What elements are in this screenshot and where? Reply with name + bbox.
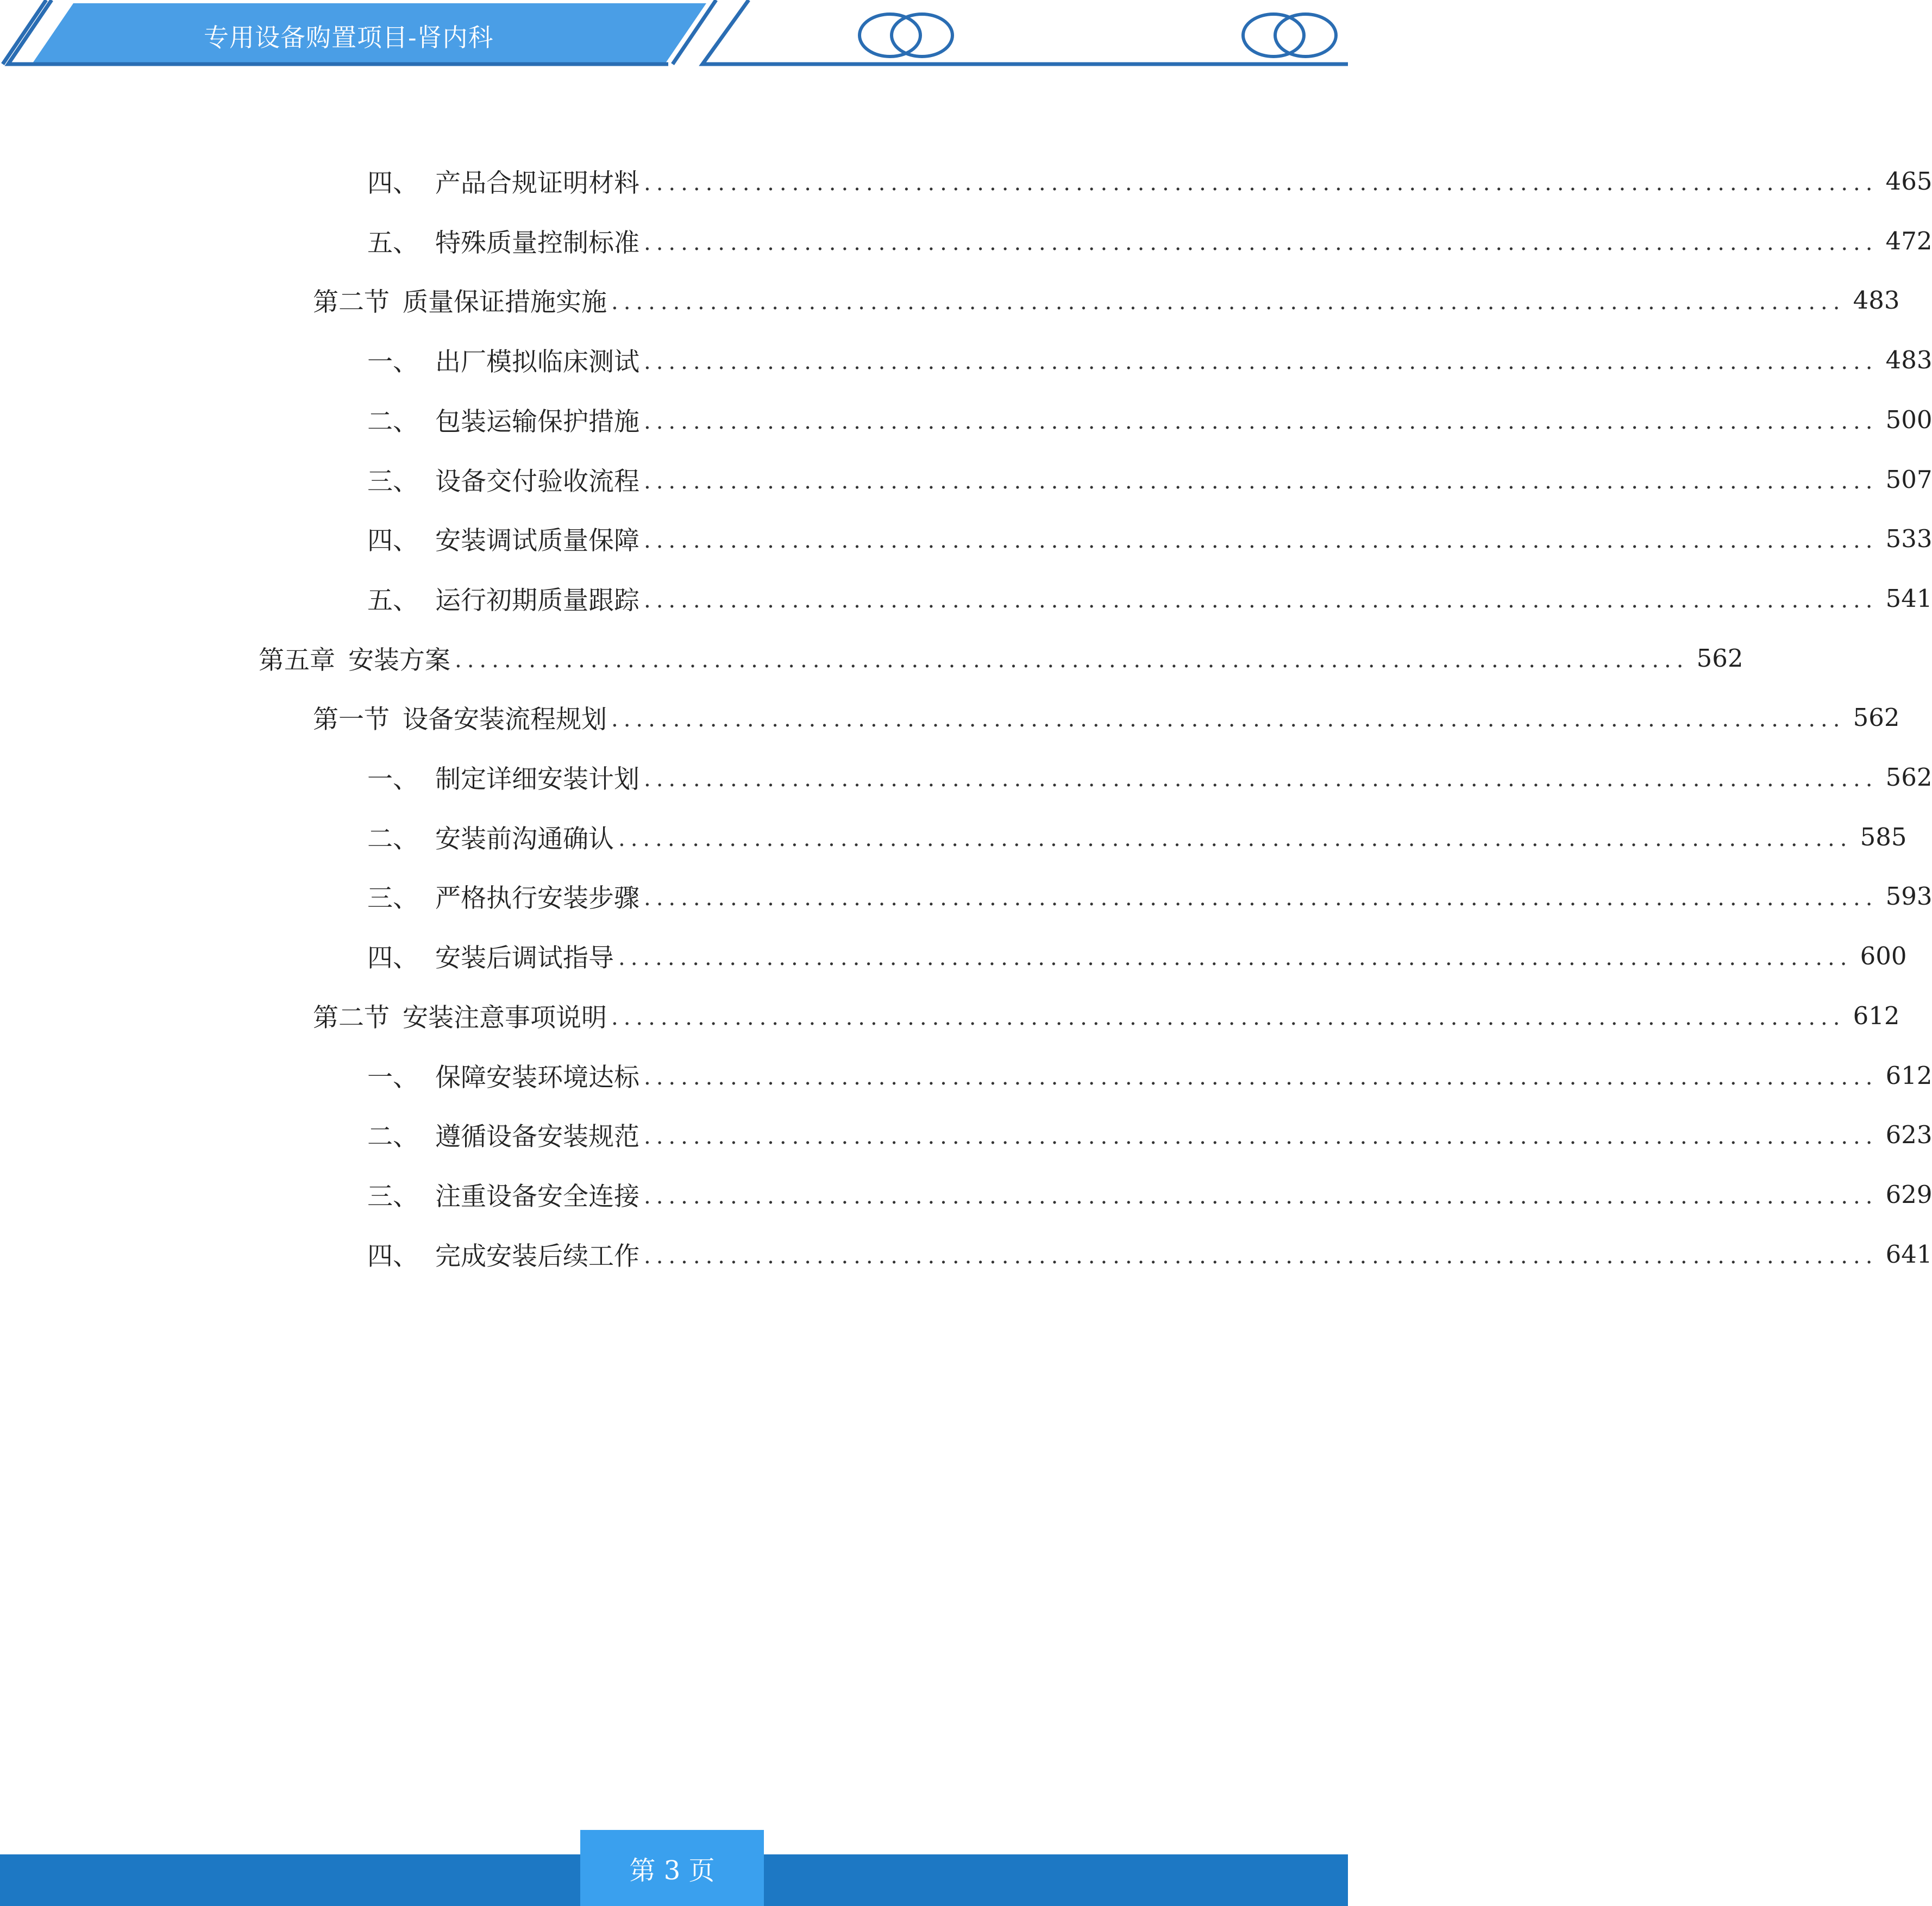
- toc-entry[interactable]: [367, 866, 1932, 926]
- toc-entry-number: 三、: [367, 1181, 418, 1212]
- toc-leader-dots: ....................................................................................................: [644, 528, 1878, 553]
- toc-entry-number: 一、: [367, 764, 418, 794]
- toc-entry-label: [313, 282, 607, 318]
- toc-entry-title: 遵循设备安装规范: [435, 1121, 639, 1152]
- toc-entry-number: 第二节: [313, 287, 390, 317]
- toc-entry[interactable]: [367, 330, 1932, 390]
- toc-entry-number: 一、: [367, 1062, 418, 1093]
- toc-entry-number: 四、: [367, 943, 418, 973]
- toc-entry-label: [367, 819, 614, 855]
- toc-entry-page: 483: [1885, 345, 1932, 374]
- toc-entry-title: 质量保证措施实施: [403, 287, 607, 317]
- header-title: 专用设备购置项目-肾内科: [204, 23, 494, 52]
- toc-entry[interactable]: [367, 1045, 1932, 1105]
- toc-entry[interactable]: [367, 1164, 1932, 1224]
- toc-entry[interactable]: [367, 390, 1932, 449]
- toc-entry-page: 593: [1885, 881, 1932, 911]
- toc-leader-dots: ....................................................................................................: [611, 707, 1846, 732]
- toc-entry-label: [259, 640, 450, 676]
- toc-leader-dots: ....................................................................................................: [644, 1184, 1878, 1209]
- toc-leader-dots: ....................................................................................................: [618, 945, 1853, 970]
- toc-entry-number: 第五章: [259, 645, 335, 675]
- toc-entry-number: 一、: [367, 347, 418, 377]
- toc-entry[interactable]: [313, 687, 1900, 747]
- toc-entry[interactable]: [367, 926, 1907, 986]
- toc-entry-label: [367, 1117, 639, 1153]
- toc-entry-page: 600: [1860, 941, 1907, 970]
- toc-entry-number: 第二节: [313, 1002, 390, 1033]
- toc-entry-label: [367, 461, 639, 498]
- toc-entry-page: 472: [1885, 226, 1932, 255]
- toc-entry-page: 612: [1885, 1061, 1932, 1090]
- toc-entry-page: 623: [1885, 1120, 1932, 1149]
- toc-entry-title: 特殊质量控制标准: [435, 228, 639, 258]
- toc-entry-number: 四、: [367, 525, 418, 556]
- toc-entry-page: 562: [1696, 643, 1743, 673]
- toc-entry[interactable]: [367, 151, 1932, 211]
- toc-entry-number: 五、: [367, 585, 418, 616]
- toc-leader-dots: ....................................................................................................: [644, 469, 1878, 494]
- toc-entry-label: [367, 521, 639, 557]
- toc-entry-number: 二、: [367, 406, 418, 437]
- toc-entry-page: 562: [1853, 703, 1900, 732]
- toc-entry-label: [367, 1236, 639, 1272]
- toc-entry-page: 465: [1885, 166, 1932, 196]
- toc-entry[interactable]: [367, 211, 1932, 271]
- toc-entry-title: 完成安装后续工作: [435, 1241, 639, 1271]
- toc-entry-title: 出厂模拟临床测试: [435, 347, 639, 377]
- toc-entry-page: 629: [1885, 1180, 1932, 1209]
- toc-entry-number: 五、: [367, 228, 418, 258]
- toc-entry-page: 533: [1885, 524, 1932, 553]
- toc-entry[interactable]: [259, 628, 1743, 688]
- toc-entry-title: 安装方案: [348, 645, 450, 675]
- toc-leader-dots: ....................................................................................................: [611, 1005, 1846, 1030]
- toc-entry-label: [367, 342, 639, 378]
- toc-entry-label: [367, 580, 639, 617]
- toc-leader-dots: ....................................................................................................: [644, 1244, 1878, 1269]
- toc-entry-page: 641: [1885, 1239, 1932, 1269]
- toc-entry[interactable]: [367, 1105, 1932, 1164]
- page-number: 第 3 页: [629, 1855, 715, 1886]
- page-number-tab: [580, 1830, 764, 1906]
- toc-entry-label: [367, 163, 639, 199]
- header-right-line: [702, 0, 1348, 64]
- toc-entry-title: 安装调试质量保障: [435, 525, 639, 556]
- toc-entry-page: 500: [1885, 405, 1932, 434]
- toc-entry-title: 保障安装环境达标: [435, 1062, 639, 1093]
- toc-entry[interactable]: [367, 807, 1907, 867]
- rings-icon: [860, 14, 952, 57]
- toc-leader-dots: ....................................................................................................: [644, 349, 1878, 374]
- toc-entry-title: 安装后调试指导: [435, 943, 614, 973]
- toc-entry-title: 严格执行安装步骤: [435, 883, 639, 913]
- toc-entry-page: 612: [1853, 1001, 1900, 1030]
- toc-entry-label: [313, 699, 607, 736]
- toc-leader-dots: ....................................................................................................: [644, 588, 1878, 613]
- toc-entry[interactable]: [313, 270, 1900, 330]
- toc-leader-dots: ....................................................................................................: [644, 409, 1878, 434]
- toc-entry-label: [367, 402, 639, 438]
- toc-leader-dots: ....................................................................................................: [644, 1124, 1878, 1149]
- toc-entry-page: 562: [1885, 762, 1932, 792]
- toc-entry-number: 四、: [367, 168, 418, 198]
- toc-entry[interactable]: [367, 747, 1932, 807]
- toc-entry-title: 安装前沟通确认: [435, 824, 614, 854]
- toc-entry[interactable]: [367, 568, 1932, 628]
- toc-entry-label: [367, 1176, 639, 1213]
- toc-entry-title: 安装注意事项说明: [403, 1002, 607, 1033]
- toc-entry-number: 二、: [367, 824, 418, 854]
- toc-entry-label: [367, 878, 639, 914]
- toc-entry-title: 制定详细安装计划: [435, 764, 639, 794]
- toc-entry[interactable]: [367, 449, 1932, 509]
- toc-entry-label: [367, 759, 639, 795]
- toc-entry-number: 三、: [367, 466, 418, 497]
- toc-entry-number: 三、: [367, 883, 418, 913]
- toc-entry-label: [367, 223, 639, 259]
- toc-leader-dots: ....................................................................................................: [644, 886, 1878, 911]
- toc-leader-dots: ....................................................................................................: [644, 230, 1878, 255]
- toc-entry-page: 507: [1885, 465, 1932, 494]
- toc-leader-dots: ....................................................................................................: [644, 767, 1878, 792]
- toc-entry-number: 四、: [367, 1241, 418, 1271]
- toc-leader-dots: ....................................................................................................: [644, 171, 1878, 196]
- toc-leader-dots: ....................................................................................................: [611, 290, 1846, 315]
- toc-entry-title: 设备交付验收流程: [435, 466, 639, 497]
- toc-entry-title: 产品合规证明材料: [435, 168, 639, 198]
- toc-entry-page: 483: [1853, 285, 1900, 315]
- toc-entry[interactable]: [313, 986, 1900, 1045]
- rings-icon-right: [1243, 14, 1336, 57]
- toc-leader-dots: ....................................................................................................: [455, 648, 1689, 673]
- header-decoration: [0, 0, 1348, 71]
- toc-entry-label: [313, 998, 607, 1034]
- toc-entry-number: 第一节: [313, 704, 390, 735]
- page-header: [0, 0, 1348, 71]
- toc-entry-label: [367, 1057, 639, 1094]
- toc-entry[interactable]: [367, 509, 1932, 568]
- toc-entry-number: 二、: [367, 1121, 418, 1152]
- toc-leader-dots: ....................................................................................................: [644, 1065, 1878, 1090]
- toc-entry-label: [367, 938, 614, 974]
- toc-entry-title: 包装运输保护措施: [435, 406, 639, 437]
- toc-leader-dots: ....................................................................................................: [618, 826, 1853, 851]
- toc-entry-page: 585: [1860, 822, 1907, 851]
- toc-entry-page: 541: [1885, 584, 1932, 613]
- toc-entry-title: 注重设备安全连接: [435, 1181, 639, 1212]
- toc-entry-title: 设备安装流程规划: [403, 704, 607, 735]
- toc-entry[interactable]: [367, 1224, 1932, 1284]
- toc-entry-title: 运行初期质量跟踪: [435, 585, 639, 616]
